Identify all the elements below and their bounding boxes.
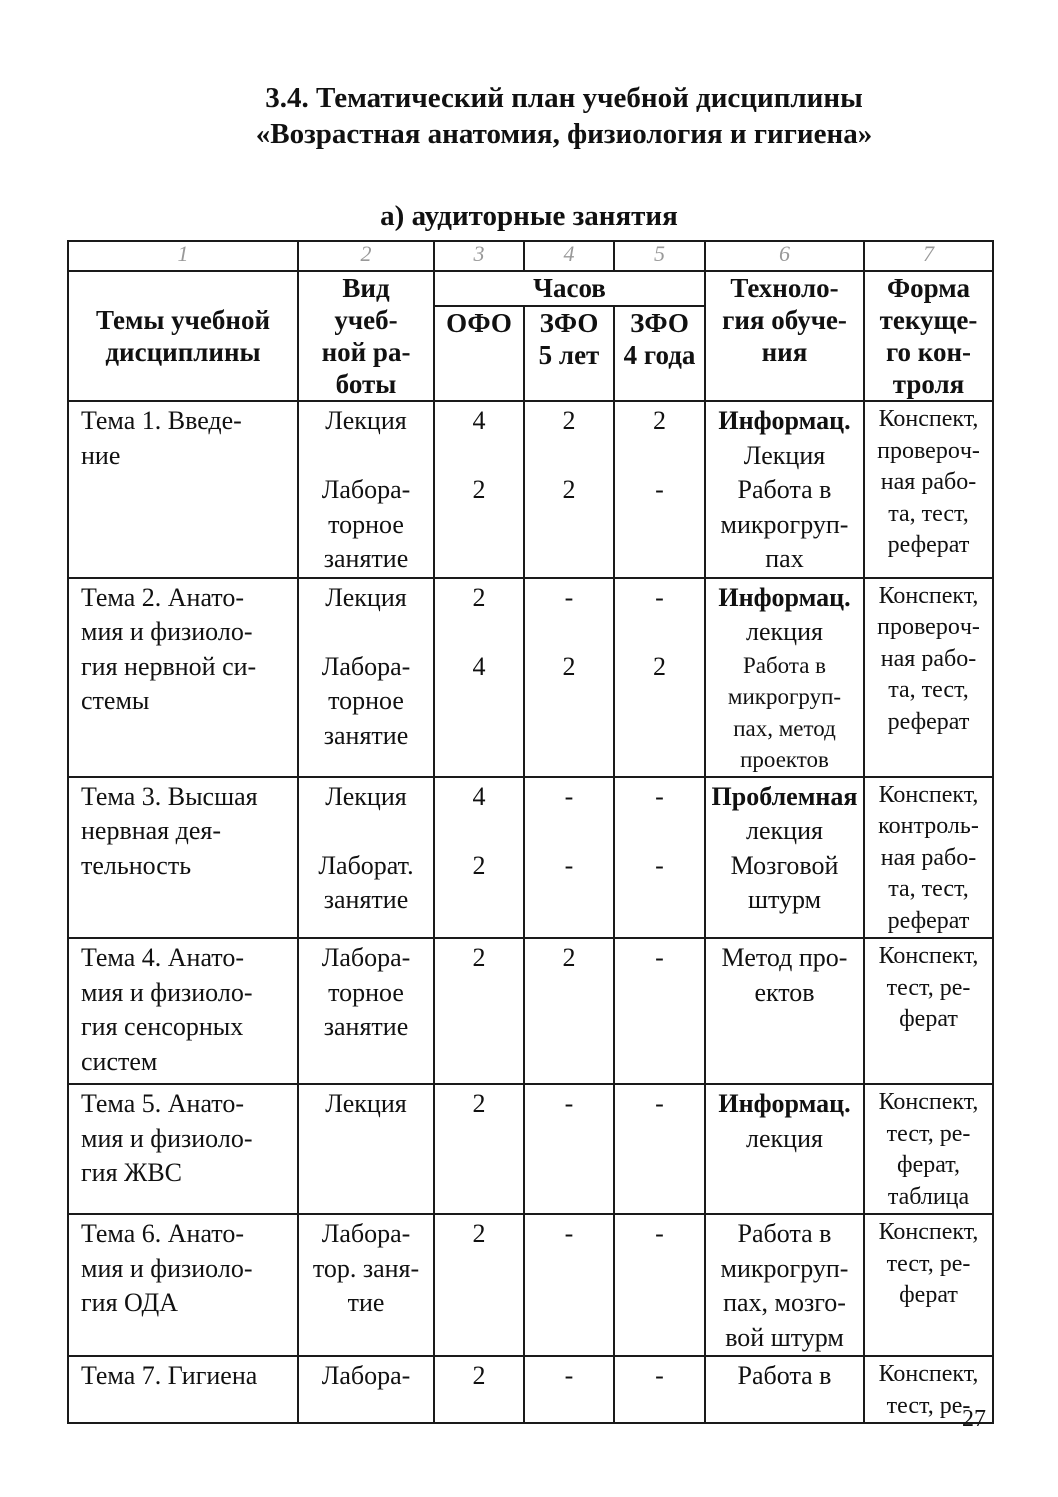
zfo5-cell: - [524, 1356, 614, 1423]
header-themes: Темы учебной дисциплины [68, 271, 298, 401]
work-type-cell: Лабора- тор. заня- тие [298, 1214, 434, 1356]
table-row [68, 1356, 993, 1423]
section-title-line-1: 3.4. Тематический план учебной дисциплины [265, 82, 863, 114]
header-hours: Часов [434, 271, 705, 306]
work-type-cell: Лабора- [298, 1356, 434, 1423]
thematic-plan-table [67, 240, 994, 1424]
table-row [68, 578, 993, 777]
work-type-cell: Лабора- торное занятие [298, 938, 434, 1084]
work-type-cell: Лекция Лабора- торное занятие [298, 401, 434, 578]
technology-cell: Информац. Лекция Работа в микрогруп- пах [705, 401, 864, 578]
technology-cell: Работа в микрогруп- пах, мозго- вой штурм [705, 1214, 864, 1356]
zfo5-cell: - [524, 1214, 614, 1356]
control-form-cell: Конспект, проверoч- ная рабо- та, тест, реферат [864, 401, 993, 578]
column-number: 5 [614, 241, 705, 271]
zfo5-cell: - 2 [524, 578, 614, 777]
table-row [68, 777, 993, 939]
table-subtitle: а) аудиторные занятия [380, 200, 678, 232]
table-row [68, 401, 993, 578]
work-type-cell: Лекция Лабора- торное занятие [298, 578, 434, 777]
zfo5-cell: 2 2 [524, 401, 614, 578]
theme-cell: Тема 1. Введе- ние [68, 401, 298, 578]
header-row-1 [68, 271, 993, 306]
theme-cell: Тема 4. Анато- мия и физиоло- гия сенсорных систем [68, 938, 298, 1084]
theme-cell: Тема 5. Анато- мия и физиоло- гия ЖВС [68, 1084, 298, 1214]
zfo4-cell: - [614, 1084, 705, 1214]
technology-cell: Метод про- ектов [705, 938, 864, 1084]
control-form-cell: Конспект, тест, ре- [864, 1356, 993, 1423]
table-row [68, 1214, 993, 1356]
ofo-cell: 2 [434, 1214, 524, 1356]
theme-cell: Тема 6. Анато- мия и физиоло- гия ОДА [68, 1214, 298, 1356]
ofo-cell: 4 2 [434, 777, 524, 939]
table-row [68, 938, 993, 1084]
control-form-cell: Конспект, тест, ре- ферат [864, 938, 993, 1084]
ofo-cell: 2 [434, 938, 524, 1084]
technology-cell: Информац. лекция [705, 1084, 864, 1214]
ofo-cell: 2 [434, 1084, 524, 1214]
header-work-type: Вид учеб- ной ра- боты [298, 271, 434, 401]
zfo4-cell: - [614, 938, 705, 1084]
header-zfo-4: ЗФО 4 года [614, 306, 705, 401]
zfo5-cell: 2 [524, 938, 614, 1084]
header-technology: Техноло- гия обуче- ния [705, 271, 864, 401]
zfo4-cell: - [614, 1356, 705, 1423]
work-type-cell: Лекция [298, 1084, 434, 1214]
control-form-cell: Конспект, контроль- ная рабо- та, тест, реферат [864, 777, 993, 939]
zfo4-cell: - 2 [614, 578, 705, 777]
zfo5-cell: - [524, 1084, 614, 1214]
header-control-form: Форма текуще- го кон- троля [864, 271, 993, 401]
column-number: 4 [524, 241, 614, 271]
theme-cell: Тема 7. Гигиена [68, 1356, 298, 1423]
work-type-cell: Лекция Лаборат. занятие [298, 777, 434, 939]
header-zfo-5: ЗФО 5 лет [524, 306, 614, 401]
section-title-line-2: «Возрастная анатомия, физиология и гигиена» [255, 118, 873, 150]
zfo4-cell: - - [614, 777, 705, 939]
table-row [68, 1084, 993, 1214]
ofo-cell: 4 2 [434, 401, 524, 578]
control-form-cell: Конспект, тест, ре- ферат, таблица [864, 1084, 993, 1214]
column-number: 1 [68, 241, 298, 271]
control-form-cell: Конспект, проверoч- ная рабо- та, тест, реферат [864, 578, 993, 777]
column-number: 2 [298, 241, 434, 271]
ofo-cell: 2 4 [434, 578, 524, 777]
zfo4-cell: - [614, 1214, 705, 1356]
theme-cell: Тема 3. Высшая нервная дея- тельность [68, 777, 298, 939]
zfo4-cell: 2 - [614, 401, 705, 578]
technology-cell: Работа в [705, 1356, 864, 1423]
column-number: 7 [864, 241, 993, 271]
theme-cell: Тема 2. Анато- мия и физиоло- гия нервной си- стемы [68, 578, 298, 777]
technology-cell: Информац. лекция Работа в микрогруп- пах, метод проектов [705, 578, 864, 777]
column-number: 3 [434, 241, 524, 271]
page-number: 27 [962, 1406, 986, 1432]
header-ofo: ОФО [434, 306, 524, 401]
ofo-cell: 2 [434, 1356, 524, 1423]
column-number: 6 [705, 241, 864, 271]
zfo5-cell: - - [524, 777, 614, 939]
column-number-row [68, 241, 993, 271]
section-title [0, 80, 1058, 152]
control-form-cell: Конспект, тест, ре- ферат [864, 1214, 993, 1356]
technology-cell: Проблемная лекция Мозговой штурм [705, 777, 864, 939]
